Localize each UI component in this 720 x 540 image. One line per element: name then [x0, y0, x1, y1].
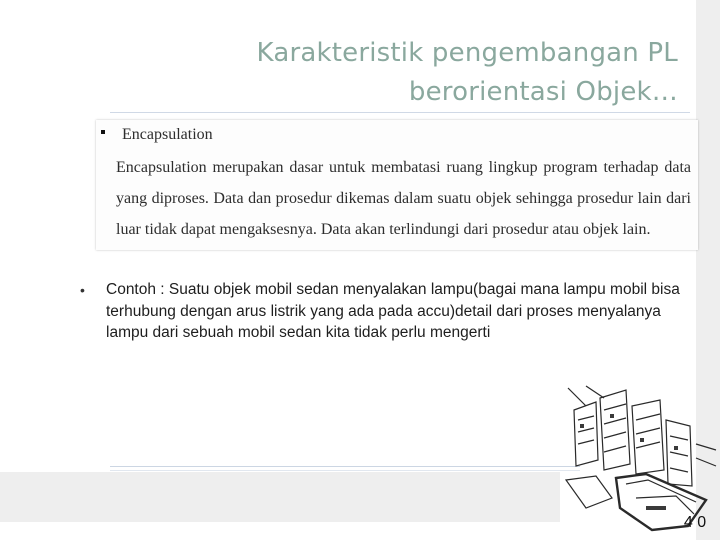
slide-title — [118, 34, 678, 112]
title-line-1: Karakteristik pengembangan PL — [256, 38, 678, 68]
scan-line-3: luar tidak dapat mengaksesnya. Data akan terlindungi dari prosedur atau objek lain. — [116, 221, 651, 238]
bullet-marker: • — [80, 282, 85, 298]
scan-line-2: yang diproses. Data dan prosedur dikemas dalam suatu objek sehingga prosedur lain dari — [116, 190, 691, 207]
title-divider — [110, 112, 690, 113]
encapsulation-scan-image — [96, 120, 698, 250]
footer-divider — [110, 466, 580, 467]
scan-heading: Encapsulation — [122, 126, 213, 143]
page-number: 4 0 — [683, 514, 707, 531]
footer-divider-secondary — [110, 470, 580, 471]
title-line-2: berorientasi Objek… — [408, 77, 678, 107]
footer-band — [0, 472, 560, 522]
scan-bullet-square — [101, 130, 105, 134]
bullet-text-contoh: Contoh : Suatu objek mobil sedan menyalakan lampu(bagai mana lampu mobil bisa terhubung dengan arus listrik yang ada pada accu)detail dari proses menyalanya lampu dari sebuah mobil sedan kita tidak perlu mengerti — [106, 281, 680, 341]
scan-line-1: Encapsulation merupakan dasar untuk membatasi ruang lingkup program terhadap data — [116, 159, 691, 176]
